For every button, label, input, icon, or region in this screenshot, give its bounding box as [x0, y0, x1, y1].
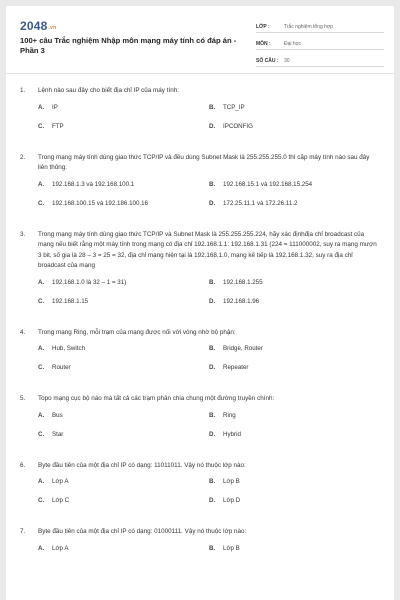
question-text: Topo mạng cục bộ nào mà tất cả các trạm phân chia chung một đường truyền chính: — [38, 395, 275, 402]
answer-option[interactable] — [38, 363, 209, 372]
option-letter: C. — [38, 364, 45, 371]
answer-option[interactable] — [38, 278, 209, 287]
question-number: 6. — [20, 461, 26, 469]
option-letter: C. — [38, 497, 45, 504]
option-letter: A. — [38, 103, 45, 111]
option-letter: A. — [38, 180, 45, 188]
meta-row-class — [256, 18, 384, 33]
option-text: Star — [52, 430, 64, 438]
logo-main: 2048 — [20, 19, 48, 33]
question-item — [20, 86, 380, 141]
answer-option[interactable] — [209, 103, 380, 112]
header-divider — [6, 73, 394, 74]
option-text: Hybrid — [223, 430, 241, 438]
option-letter: A. — [38, 411, 45, 419]
option-text: Ring — [223, 411, 236, 419]
answer-option[interactable] — [209, 496, 380, 505]
question-text: Trong mạng máy tính dùng giao thức TCP/IP và đều dùng Subnet Mask là 255.255.255.0 thì cặp máy tính nào sau đây liên thông: — [38, 153, 370, 171]
option-letter: A. — [38, 478, 45, 485]
option-text: Hub, Switch — [52, 345, 86, 352]
site-logo[interactable] — [20, 19, 56, 33]
option-letter: D. — [209, 199, 216, 207]
answer-option[interactable] — [38, 199, 209, 208]
option-letter: D. — [209, 122, 216, 130]
question-number: 5. — [20, 395, 26, 402]
question-item — [20, 527, 380, 563]
answer-options — [38, 544, 380, 563]
option-text: 192.168.100.15 và 192.186.100.16 — [52, 199, 148, 207]
option-letter: A. — [38, 544, 45, 552]
answer-option[interactable] — [38, 180, 209, 189]
option-text: 192.168.1.96 — [223, 297, 260, 305]
option-text: 192.168.1.15 — [52, 297, 89, 305]
answer-option[interactable] — [209, 297, 380, 306]
question-item — [20, 461, 380, 516]
answer-options — [38, 344, 380, 382]
answer-options — [38, 103, 380, 141]
answer-option[interactable] — [209, 180, 380, 189]
answer-option[interactable] — [209, 411, 380, 420]
answer-option[interactable] — [38, 496, 209, 505]
option-letter: B. — [209, 478, 216, 485]
option-letter: C. — [38, 430, 45, 438]
answer-option[interactable] — [38, 477, 209, 486]
answer-option[interactable] — [38, 411, 209, 420]
answer-option[interactable] — [209, 278, 380, 287]
option-text: Repeater — [223, 364, 249, 371]
meta-row-count — [256, 52, 384, 67]
option-text: Lớp C — [52, 497, 70, 504]
meta-label: SỐ CÂU : — [256, 58, 279, 64]
option-letter: A. — [38, 345, 45, 352]
answer-option[interactable] — [38, 122, 209, 131]
question-number: 1. — [20, 87, 26, 94]
answer-options — [38, 180, 380, 218]
option-text: 192.168.1.0 là 32 – 1 = 31) — [52, 278, 127, 286]
question-item — [20, 230, 380, 316]
question-text: Trong mạng Ring, mỗi trạm của mạng được nối với vòng nhờ bộ phận: — [38, 328, 236, 336]
question-list — [20, 86, 380, 575]
option-letter: B. — [209, 345, 216, 352]
option-text: 192.168.15.1 và 192.168.15.254 — [223, 180, 313, 188]
option-text: IPCONFIG — [223, 122, 253, 130]
meta-info — [256, 18, 384, 69]
question-text: Trong mạng máy tính dùng giao thức TCP/IP và Subnet Mask là 255.255.255.224, hãy xác địnhđịa chỉ broadcast của mạng nếu biết rằng một máy tính trong mạng có địa chỉ 192.168.1.1: 192.168.1.31 (224 = 111000002, suy ra mạng mượn 3 bit, số gia là 28 – 3 = 25 = 32, địa chỉ mạng hiện tại là 192.168.1.0, mạng kế tiếp là 192.168.1.32, suy ra địa chỉ broadcast của mạng — [38, 230, 377, 269]
option-text: Lớp D — [223, 497, 241, 504]
meta-value: Trắc nghiệm tổng hợp — [284, 24, 333, 30]
answer-option[interactable] — [209, 122, 380, 131]
answer-option[interactable] — [38, 544, 209, 553]
meta-value: 30 — [284, 58, 290, 64]
option-text: 172.25.11.1 và 172.26.11.2 — [223, 199, 298, 207]
option-text: Bridge, Router — [223, 345, 263, 352]
option-letter: B. — [209, 411, 216, 419]
question-number: 4. — [20, 328, 26, 336]
meta-label: LỚP : — [256, 24, 270, 30]
option-letter: B. — [209, 544, 216, 552]
option-text: Lớp B — [223, 544, 240, 552]
meta-row-subject — [256, 35, 384, 50]
answer-options — [38, 411, 380, 449]
answer-option[interactable] — [209, 363, 380, 372]
answer-options — [38, 278, 380, 316]
option-text: Lớp B — [223, 478, 240, 485]
answer-option[interactable] — [209, 199, 380, 208]
question-number: 7. — [20, 528, 26, 535]
option-text: IP — [52, 103, 58, 111]
answer-option[interactable] — [38, 103, 209, 112]
meta-value: Đại học — [284, 41, 301, 47]
question-item — [20, 394, 380, 449]
option-letter: C. — [38, 297, 45, 305]
option-text: Router — [52, 364, 71, 371]
document-page — [6, 6, 394, 600]
question-item — [20, 328, 380, 383]
logo-suffix: .vn — [48, 25, 57, 31]
meta-label: MÔN : — [256, 41, 271, 47]
option-text: TCP_IP — [223, 103, 245, 111]
option-letter: C. — [38, 122, 45, 130]
option-text: Lớp A — [52, 478, 69, 485]
option-text: FTP — [52, 122, 64, 130]
question-text: Lệnh nào sau đây cho biết địa chỉ IP của máy tính: — [38, 87, 179, 94]
option-letter: D. — [209, 297, 216, 305]
answer-option[interactable] — [38, 430, 209, 439]
answer-options — [38, 477, 380, 515]
answer-option[interactable] — [38, 344, 209, 353]
question-number: 3. — [20, 230, 26, 238]
answer-option[interactable] — [209, 344, 380, 353]
option-text: Bus — [52, 411, 63, 419]
question-number: 2. — [20, 153, 26, 161]
document-header — [6, 6, 394, 66]
option-letter: B. — [209, 180, 216, 188]
option-letter: D. — [209, 364, 216, 371]
option-letter: B. — [209, 278, 216, 286]
option-text: 192.168.1.255 — [223, 278, 263, 286]
option-letter: D. — [209, 430, 216, 438]
option-letter: B. — [209, 103, 216, 111]
answer-option[interactable] — [38, 297, 209, 306]
question-item — [20, 153, 380, 218]
option-letter: A. — [38, 278, 45, 286]
question-text: Byte đầu tiên của một địa chỉ IP có dạng: 01000111. Vậy nó thuộc lớp nào: — [38, 528, 247, 535]
answer-option[interactable] — [209, 477, 380, 486]
question-text: Byte đầu tiên của một địa chỉ IP có dạng: 11011011. Vậy nó thuộc lớp nào: — [38, 461, 246, 469]
option-text: Lớp A — [52, 544, 69, 552]
option-letter: C. — [38, 199, 45, 207]
option-text: 192.168.1.3 và 192.168.100.1 — [52, 180, 135, 188]
option-letter: D. — [209, 497, 216, 504]
answer-option[interactable] — [209, 430, 380, 439]
answer-option[interactable] — [209, 544, 380, 553]
document-title: 100+ câu Trắc nghiệm Nhập môn mạng máy tính có đáp án - Phần 3 — [20, 36, 237, 55]
